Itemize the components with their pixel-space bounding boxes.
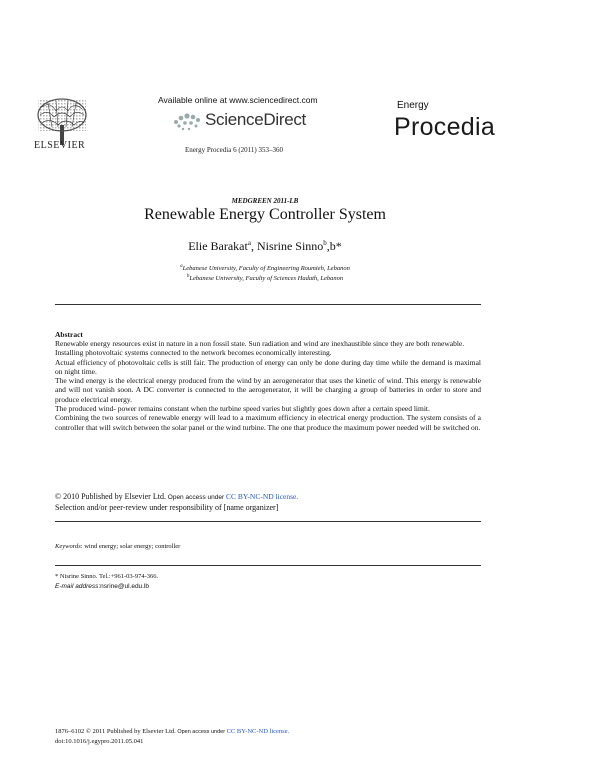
footer-issn-text: 1876–6102 © 2011 Published by Elsevier Ltd. — [55, 728, 176, 735]
abstract-body — [55, 339, 481, 432]
correspondence-footnote — [55, 572, 158, 592]
license-link[interactable]: CC BY-NC-ND license. — [225, 492, 299, 501]
journal-reference: Energy Procedia 6 (2011) 353–360 — [185, 146, 283, 154]
divider — [55, 565, 481, 566]
open-access-text: Open access under — [165, 494, 226, 501]
abstract-paragraph: Actual efficiency of photovoltaic cells is still fair. The production of energy can only be done during day time while the demand is maximal on night time. — [55, 357, 481, 376]
footer-license-link[interactable]: CC BY-NC-ND license. — [226, 728, 290, 735]
author-marker: ,b* — [326, 239, 342, 253]
affiliation — [0, 264, 530, 272]
keywords — [55, 543, 180, 550]
affiliation-text: Lebanese University, Faculty of Sciences Hadath, Lebanon — [189, 275, 344, 283]
author-name: Elie Barakat — [188, 239, 248, 253]
author-list — [0, 239, 530, 254]
author-affil-marker: b — [323, 239, 327, 247]
sciencedirect-wordmark: ScienceDirect — [205, 110, 306, 129]
affiliation — [0, 274, 530, 282]
author-name: , Nisrine Sinno — [250, 239, 324, 253]
email-address[interactable]: :nsrine@ul.edu.lb — [98, 583, 150, 590]
paper-title: Renewable Energy Controller System — [144, 206, 386, 223]
available-online-text[interactable]: Available online at www.sciencedirect.com — [158, 95, 318, 105]
elsevier-wordmark: ELSEVIER — [34, 140, 86, 151]
journal-name-large: Procedia — [394, 113, 496, 141]
abstract-heading: Abstract — [55, 330, 83, 339]
abstract-paragraph: Renewable energy resources exist in nature in a non fossil state. Sun radiation and wind are inexhaustible since they are both renewable. — [55, 339, 465, 348]
keywords-text: : wind energy; solar energy; controller — [80, 543, 181, 550]
abstract-paragraph: Installing photovoltaic systems connected to the network becomes economically interesting. — [55, 348, 332, 358]
footer-open-access: Open access under — [175, 729, 227, 735]
abstract-paragraph: Combining the two sources of renewable energy will lead to a maximum efficiency in electrical energy production. The system consists of a controller that will switch between the solar panel or the wind turbine. The one that produce the maximum power needed will be switched on. — [55, 413, 481, 432]
email-label: E-mail address — [55, 583, 99, 590]
divider — [55, 521, 481, 522]
copyright-text: © 2010 Published by Elsevier Ltd. — [55, 492, 166, 501]
conference-label: MEDGREEN 2011-LB — [231, 197, 299, 205]
abstract-paragraph: The produced wind- power remains constant when the turbine speed varies but slightly goes down after a certain speed limit. — [55, 404, 430, 414]
copyright-block — [55, 492, 298, 513]
journal-name-small: Energy — [397, 100, 429, 111]
affiliation-text: Lebanese University, Faculty of Engineering Roumieh, Lebanon — [182, 265, 350, 273]
sciencedirect-dots-icon — [172, 108, 202, 132]
footer-doi[interactable]: doi:10.1016/j.egypro.2011.05.041 — [55, 738, 144, 745]
abstract-paragraph: The wind energy is the electrical energy produced from the wind by an aerogenerator that uses the kinetic of wind. This energy is renewable and will not vanish soon. A DC converter is connected to the aerogenerator, it will be charging a group of batteries in order to store and produce electrical energy. — [55, 376, 481, 404]
affiliation-marker: a — [180, 264, 183, 269]
peer-review-text: Selection and/or peer-review under responsibility of [name organizer] — [55, 503, 279, 512]
keywords-label: Keywords — [55, 543, 81, 550]
author-affil-marker: a — [247, 239, 251, 247]
corresponding-author: * Nisrine Sinno. Tel.:+961-03-974-366. — [55, 573, 159, 580]
affiliation-marker: b — [186, 274, 190, 279]
page-footer — [55, 727, 289, 747]
divider — [55, 304, 481, 305]
